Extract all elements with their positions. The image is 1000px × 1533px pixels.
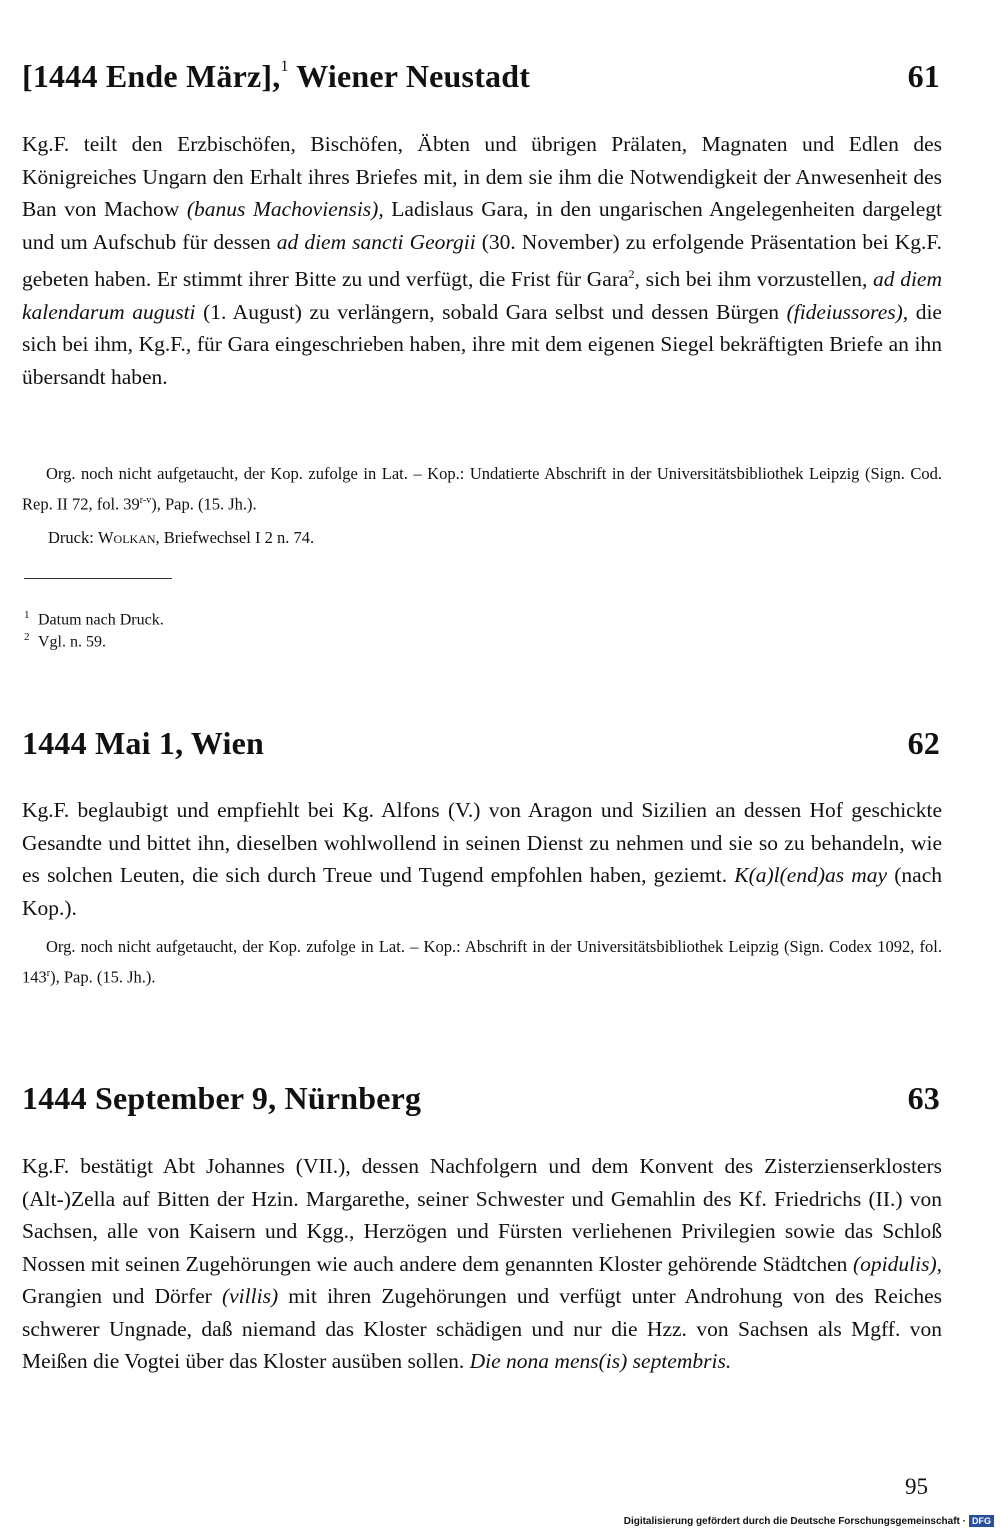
digitization-credit: Digitalisierung gefördert durch die Deutsche Forschungsgemeinschaft · DFG: [624, 1515, 994, 1527]
dfg-logo-icon: DFG: [969, 1515, 994, 1527]
doc-63-regest: Kg.F. bestätigt Abt Johannes (VII.), dessen Nachfolgern und dem Konvent des Zisterzienserklosters (Alt-)Zella auf Bitten der Hzin. Margarethe, seiner Schwester und Gemahlin des Kf. Friedrichs (II.) von Sachsen, alle von Kaisern und Kgg., Herzögen und Fürsten verliehenen Privilegien sowie das Schloß Nossen mit seinen Zugehörungen wie auch andere dem genannten Kloster gehörende Städtchen (opidulis), Grangien und Dörfer (villis) mit ihren Zugehörungen und verfügt unter Androhung von des Reiches schwerer Ungnade, daß niemand das Kloster schädigen und nur die Hzz. von Sachsen als Mgff. von Meißen die Vogtei über das Kloster ausüben sollen. Die nona mens(is) septembris.: [22, 1154, 942, 1373]
footnote-1: 1 Datum nach Druck.: [24, 609, 164, 629]
doc-61-number: 61: [907, 58, 940, 94]
doc-61-title: [1444 Ende März],$^1$ Wiener Neustadt: [22, 58, 531, 94]
footnote-ref-2: 2: [628, 267, 635, 281]
doc-62-title: 1444 Mai 1, Wien: [22, 725, 265, 761]
footnote-divider: [24, 578, 172, 579]
doc-63-number: 63: [907, 1080, 940, 1116]
doc-63-heading: [22, 1080, 940, 1117]
doc-62-regest: Kg.F. beglaubigt und empfiehlt bei Kg. Alfons (V.) von Aragon und Sizilien an dessen Hof geschickte Gesandte und bittet ihn, dieselben wohlwollend in seinen Dienst zu nehmen und sie so zu behandeln, wie es solchen Leuten, die sich durch Treue und Tugend empfohlen haben, geziemt. K(a)l(end)as may (nach Kop.).: [22, 798, 942, 920]
doc-61-druck: Druck: Wolkan, Briefwechsel I 2 n. 74.: [48, 528, 315, 547]
doc-62-heading: [22, 725, 940, 762]
doc-61-heading: [22, 58, 940, 95]
doc-61-tradition-note: Org. noch nicht aufgetaucht, der Kop. zufolge in Lat. – Kop.: Undatierte Abschrift in der Universitätsbibliothek Leipzig (Sign. Cod. Rep. II 72, fol. 39$^{r-v}$), Pap. (15. Jh.).: [22, 464, 942, 514]
page-number: 95: [905, 1474, 928, 1499]
doc-62-number: 62: [907, 725, 940, 761]
footnote-2: 2 Vgl. n. 59.: [24, 631, 106, 651]
doc-63-title: 1444 September 9, Nürnberg: [22, 1080, 422, 1116]
doc-62-tradition-note: Org. noch nicht aufgetaucht, der Kop. zufolge in Lat. – Kop.: Abschrift in der Universitätsbibliothek Leipzig (Sign. Codex 1092, fol. 143$^r$), Pap. (15. Jh.).: [22, 937, 942, 987]
doc-61-regest: Kg.F. teilt den Erzbischöfen, Bischöfen, Äbten und übrigen Prälaten, Magnaten und Edlen des Königreiches Ungarn den Erhalt ihres Briefes mit, in dem sie ihm die Notwendigkeit der Anwesenheit des Ban von Machow (banus Machoviensis), Ladislaus Gara, in den ungarischen Angelegenheiten dargelegt und um Aufschub für dessen ad diem sancti Georgii (30. November) zu erfolgende Präsentation bei Kg.F. gebeten haben. Er stimmt ihrer Bitte zu und verfügt, die Frist für Gara$^2$, sich bei ihm vorzustellen, ad diem kalendarum augusti (1. August) zu verlängern, sobald Gara selbst und dessen Bürgen (fideiussores), die sich bei ihm, Kg.F., für Gara eingeschrieben haben, ihre mit dem eigenen Siegel bekräftigten Briefe an ihn übersandt haben.: [22, 132, 943, 389]
footnote-ref-1: 1: [280, 58, 289, 76]
